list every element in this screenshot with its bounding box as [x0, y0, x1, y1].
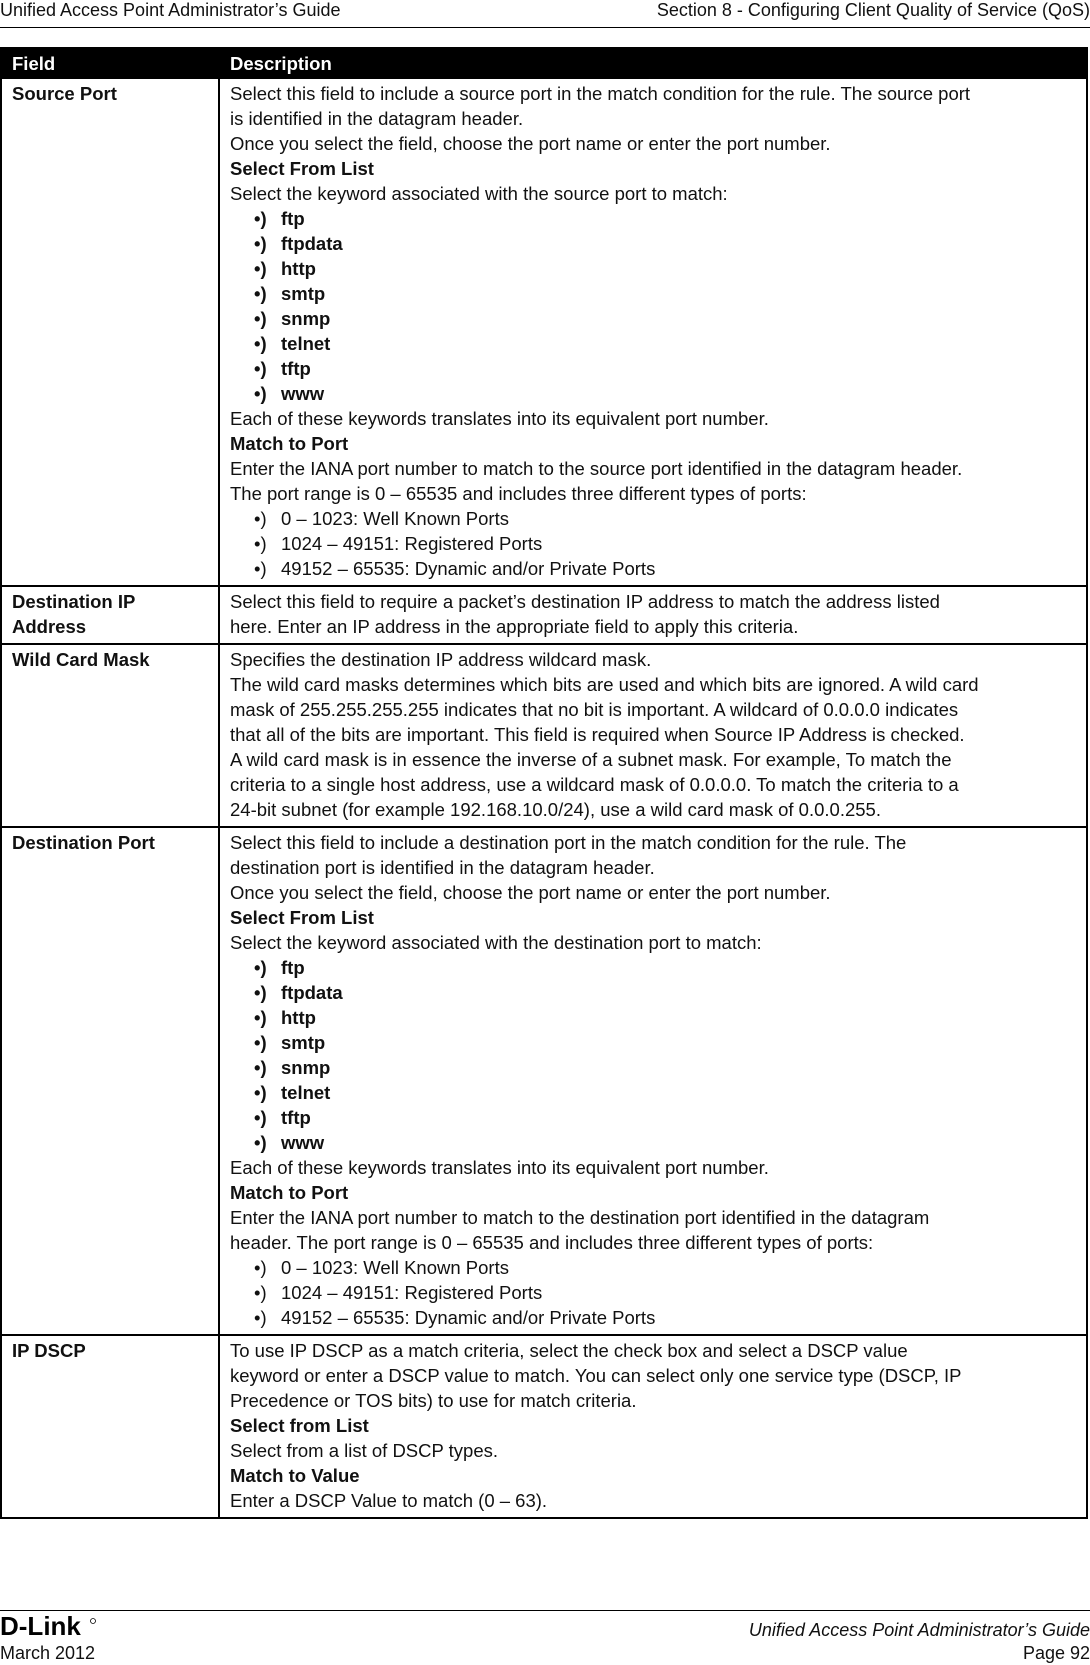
list-item-text: smtp: [281, 1032, 326, 1053]
description-line: The port range is 0 – 65535 and includes three different types of ports:: [230, 483, 807, 504]
list-item: [230, 1130, 1076, 1155]
field-name: Destination IP Address: [1, 586, 219, 644]
table-row: [1, 827, 1087, 1335]
description-line: Once you select the field, choose the port name or enter the port number.: [230, 882, 831, 903]
description-line: mask of 255.255.255.255 indicates that no bit is important. A wildcard of 0.0.0.0 indicates: [230, 699, 959, 720]
column-header-field: Field: [1, 48, 219, 78]
list-item: [230, 281, 1076, 306]
bullet-marker: •): [254, 1082, 267, 1103]
list-item-text: www: [281, 1132, 325, 1153]
description-line: Select this field to include a destination port in the match condition for the rule. The: [230, 832, 907, 853]
list-item-text: snmp: [281, 1057, 331, 1078]
list-item: [230, 1030, 1076, 1055]
list-item: [230, 1105, 1076, 1130]
list-item: [230, 1305, 1076, 1330]
description-line: Precedence or TOS bits) to use for match criteria.: [230, 1390, 637, 1411]
list-item: [230, 306, 1076, 331]
description-line: header. The port range is 0 – 65535 and includes three different types of ports:: [230, 1232, 874, 1253]
table-row: [1, 1335, 1087, 1518]
list-item: [230, 1255, 1076, 1280]
list-item-text: ftpdata: [281, 982, 343, 1003]
bullet-marker: •): [254, 383, 267, 404]
field-name: Destination Port: [1, 827, 219, 1335]
bullet-marker: •): [254, 233, 267, 254]
bullet-marker: •): [254, 1307, 267, 1328]
bullet-marker: •): [254, 982, 267, 1003]
bullet-marker: •): [254, 258, 267, 279]
bullet-marker: •): [254, 558, 267, 579]
description-line: The wild card masks determines which bits are used and which bits are ignored. A wild card: [230, 674, 979, 695]
bullet-marker: •): [254, 1107, 267, 1128]
bullet-marker: •): [254, 533, 267, 554]
list-item: [230, 506, 1076, 531]
list-item-text: 0 – 1023: Well Known Ports: [281, 1257, 509, 1278]
description-line: Once you select the field, choose the port name or enter the port number.: [230, 133, 831, 154]
list-item-text: telnet: [281, 333, 331, 354]
footer-guide-title: Unified Access Point Administrator’s Guide: [748, 1620, 1090, 1640]
list-item: [230, 1080, 1076, 1105]
bullet-marker: •): [254, 208, 267, 229]
column-header-description: Description: [219, 48, 1087, 78]
description-line: Specifies the destination IP address wildcard mask.: [230, 649, 652, 670]
list-item-text: 0 – 1023: Well Known Ports: [281, 508, 509, 529]
header-section-title: Section 8 - Configuring Client Quality of Service (QoS): [656, 0, 1090, 20]
bullet-marker: •): [254, 1282, 267, 1303]
description-line: criteria to a single host address, use a wildcard mask of 0.0.0.0. To match the criteria to a: [230, 774, 959, 795]
list-item: [230, 1055, 1076, 1080]
description-line: Each of these keywords translates into its equivalent port number.: [230, 408, 769, 429]
list-item: [230, 356, 1076, 381]
list-item: [230, 206, 1076, 231]
list-item-text: 49152 – 65535: Dynamic and/or Private Ports: [281, 1307, 656, 1328]
list-item: [230, 980, 1076, 1005]
subheading: Select From List: [230, 158, 374, 179]
description-line: Select the keyword associated with the destination port to match:: [230, 932, 762, 953]
description-line: A wild card mask is in essence the inverse of a subnet mask. For example, To match the: [230, 749, 952, 770]
list-item-text: snmp: [281, 308, 331, 329]
list-item: [230, 531, 1076, 556]
subheading: Match to Port: [230, 433, 349, 454]
list-item-text: telnet: [281, 1082, 331, 1103]
description-line: Enter the IANA port number to match to the destination port identified in the datagram: [230, 1207, 930, 1228]
field-description: [219, 586, 1087, 644]
list-item: [230, 1280, 1076, 1305]
table-header-row: [1, 48, 1087, 78]
description-line: Select this field to include a source port in the match condition for the rule. The source port: [230, 83, 971, 104]
description-line: here. Enter an IP address in the appropriate field to apply this criteria.: [230, 616, 799, 637]
description-line: 24-bit subnet (for example 192.168.10.0/24), use a wild card mask of 0.0.0.255.: [230, 799, 881, 820]
bullet-marker: •): [254, 358, 267, 379]
footer-divider: [0, 1610, 1090, 1611]
description-line: Enter a DSCP Value to match (0 – 63).: [230, 1490, 548, 1511]
description-line: Select this field to require a packet’s destination IP address to match the address listed: [230, 591, 940, 612]
subheading: Select From List: [230, 907, 374, 928]
list-item: [230, 331, 1076, 356]
list-item-text: http: [281, 258, 316, 279]
list-item-text: ftp: [281, 208, 305, 229]
bullet-marker: •): [254, 1057, 267, 1078]
description-line: Each of these keywords translates into its equivalent port number.: [230, 1157, 769, 1178]
list-item-text: ftp: [281, 957, 305, 978]
table-row: [1, 586, 1087, 644]
bullet-marker: •): [254, 957, 267, 978]
header-guide-title: Unified Access Point Administrator’s Guide: [0, 0, 341, 20]
list-item-text: http: [281, 1007, 316, 1028]
table-body: [1, 78, 1087, 1518]
field-description: [219, 78, 1087, 586]
field-name: Wild Card Mask: [1, 644, 219, 827]
list-item: [230, 231, 1076, 256]
description-line: Enter the IANA port number to match to the source port identified in the datagram header.: [230, 458, 963, 479]
table-row: [1, 644, 1087, 827]
list-item-text: www: [281, 383, 325, 404]
bullet-marker: •): [254, 283, 267, 304]
list-item-text: 1024 – 49151: Registered Ports: [281, 533, 543, 554]
description-line: To use IP DSCP as a match criteria, select the check box and select a DSCP value: [230, 1340, 908, 1361]
subheading: Select from List: [230, 1415, 369, 1436]
bullet-marker: •): [254, 508, 267, 529]
field-description-table: [0, 47, 1088, 1519]
list-item-text: tftp: [281, 1107, 311, 1128]
list-item: [230, 381, 1076, 406]
page-header: [0, 0, 1090, 26]
description-line: that all of the bits are important. This field is required when Source IP Address is checked.: [230, 724, 965, 745]
list-item-text: ftpdata: [281, 233, 343, 254]
bullet-marker: •): [254, 1132, 267, 1153]
list-item-text: smtp: [281, 283, 326, 304]
list-item-text: tftp: [281, 358, 311, 379]
description-line: Select from a list of DSCP types.: [230, 1440, 499, 1461]
bullet-marker: •): [254, 1032, 267, 1053]
bullet-marker: •): [254, 1257, 267, 1278]
page-number: Page 92: [1022, 1643, 1090, 1663]
description-line: Select the keyword associated with the source port to match:: [230, 183, 728, 204]
list-item-text: 1024 – 49151: Registered Ports: [281, 1282, 543, 1303]
list-item: [230, 955, 1076, 980]
dlink-logo-text: D-Link: [0, 1612, 81, 1640]
list-item-text: 49152 – 65535: Dynamic and/or Private Ports: [281, 558, 656, 579]
field-description: [219, 827, 1087, 1335]
description-line: is identified in the datagram header.: [230, 108, 524, 129]
description-line: keyword or enter a DSCP value to match. You can select only one service type (DSCP, IP: [230, 1365, 962, 1386]
bullet-marker: •): [254, 1007, 267, 1028]
field-description: [219, 1335, 1087, 1518]
header-divider: [0, 27, 1090, 28]
description-line: destination port is identified in the datagram header.: [230, 857, 655, 878]
list-item: [230, 1005, 1076, 1030]
list-item: [230, 556, 1076, 581]
subheading: Match to Port: [230, 1182, 349, 1203]
field-name: IP DSCP: [1, 1335, 219, 1518]
footer-date: March 2012: [0, 1643, 96, 1663]
dlink-logo: [0, 1612, 100, 1640]
bullet-marker: •): [254, 308, 267, 329]
table-row: [1, 78, 1087, 586]
bullet-marker: •): [254, 333, 267, 354]
subheading: Match to Value: [230, 1465, 360, 1486]
field-name: Source Port: [1, 78, 219, 586]
list-item: [230, 256, 1076, 281]
field-description: [219, 644, 1087, 827]
